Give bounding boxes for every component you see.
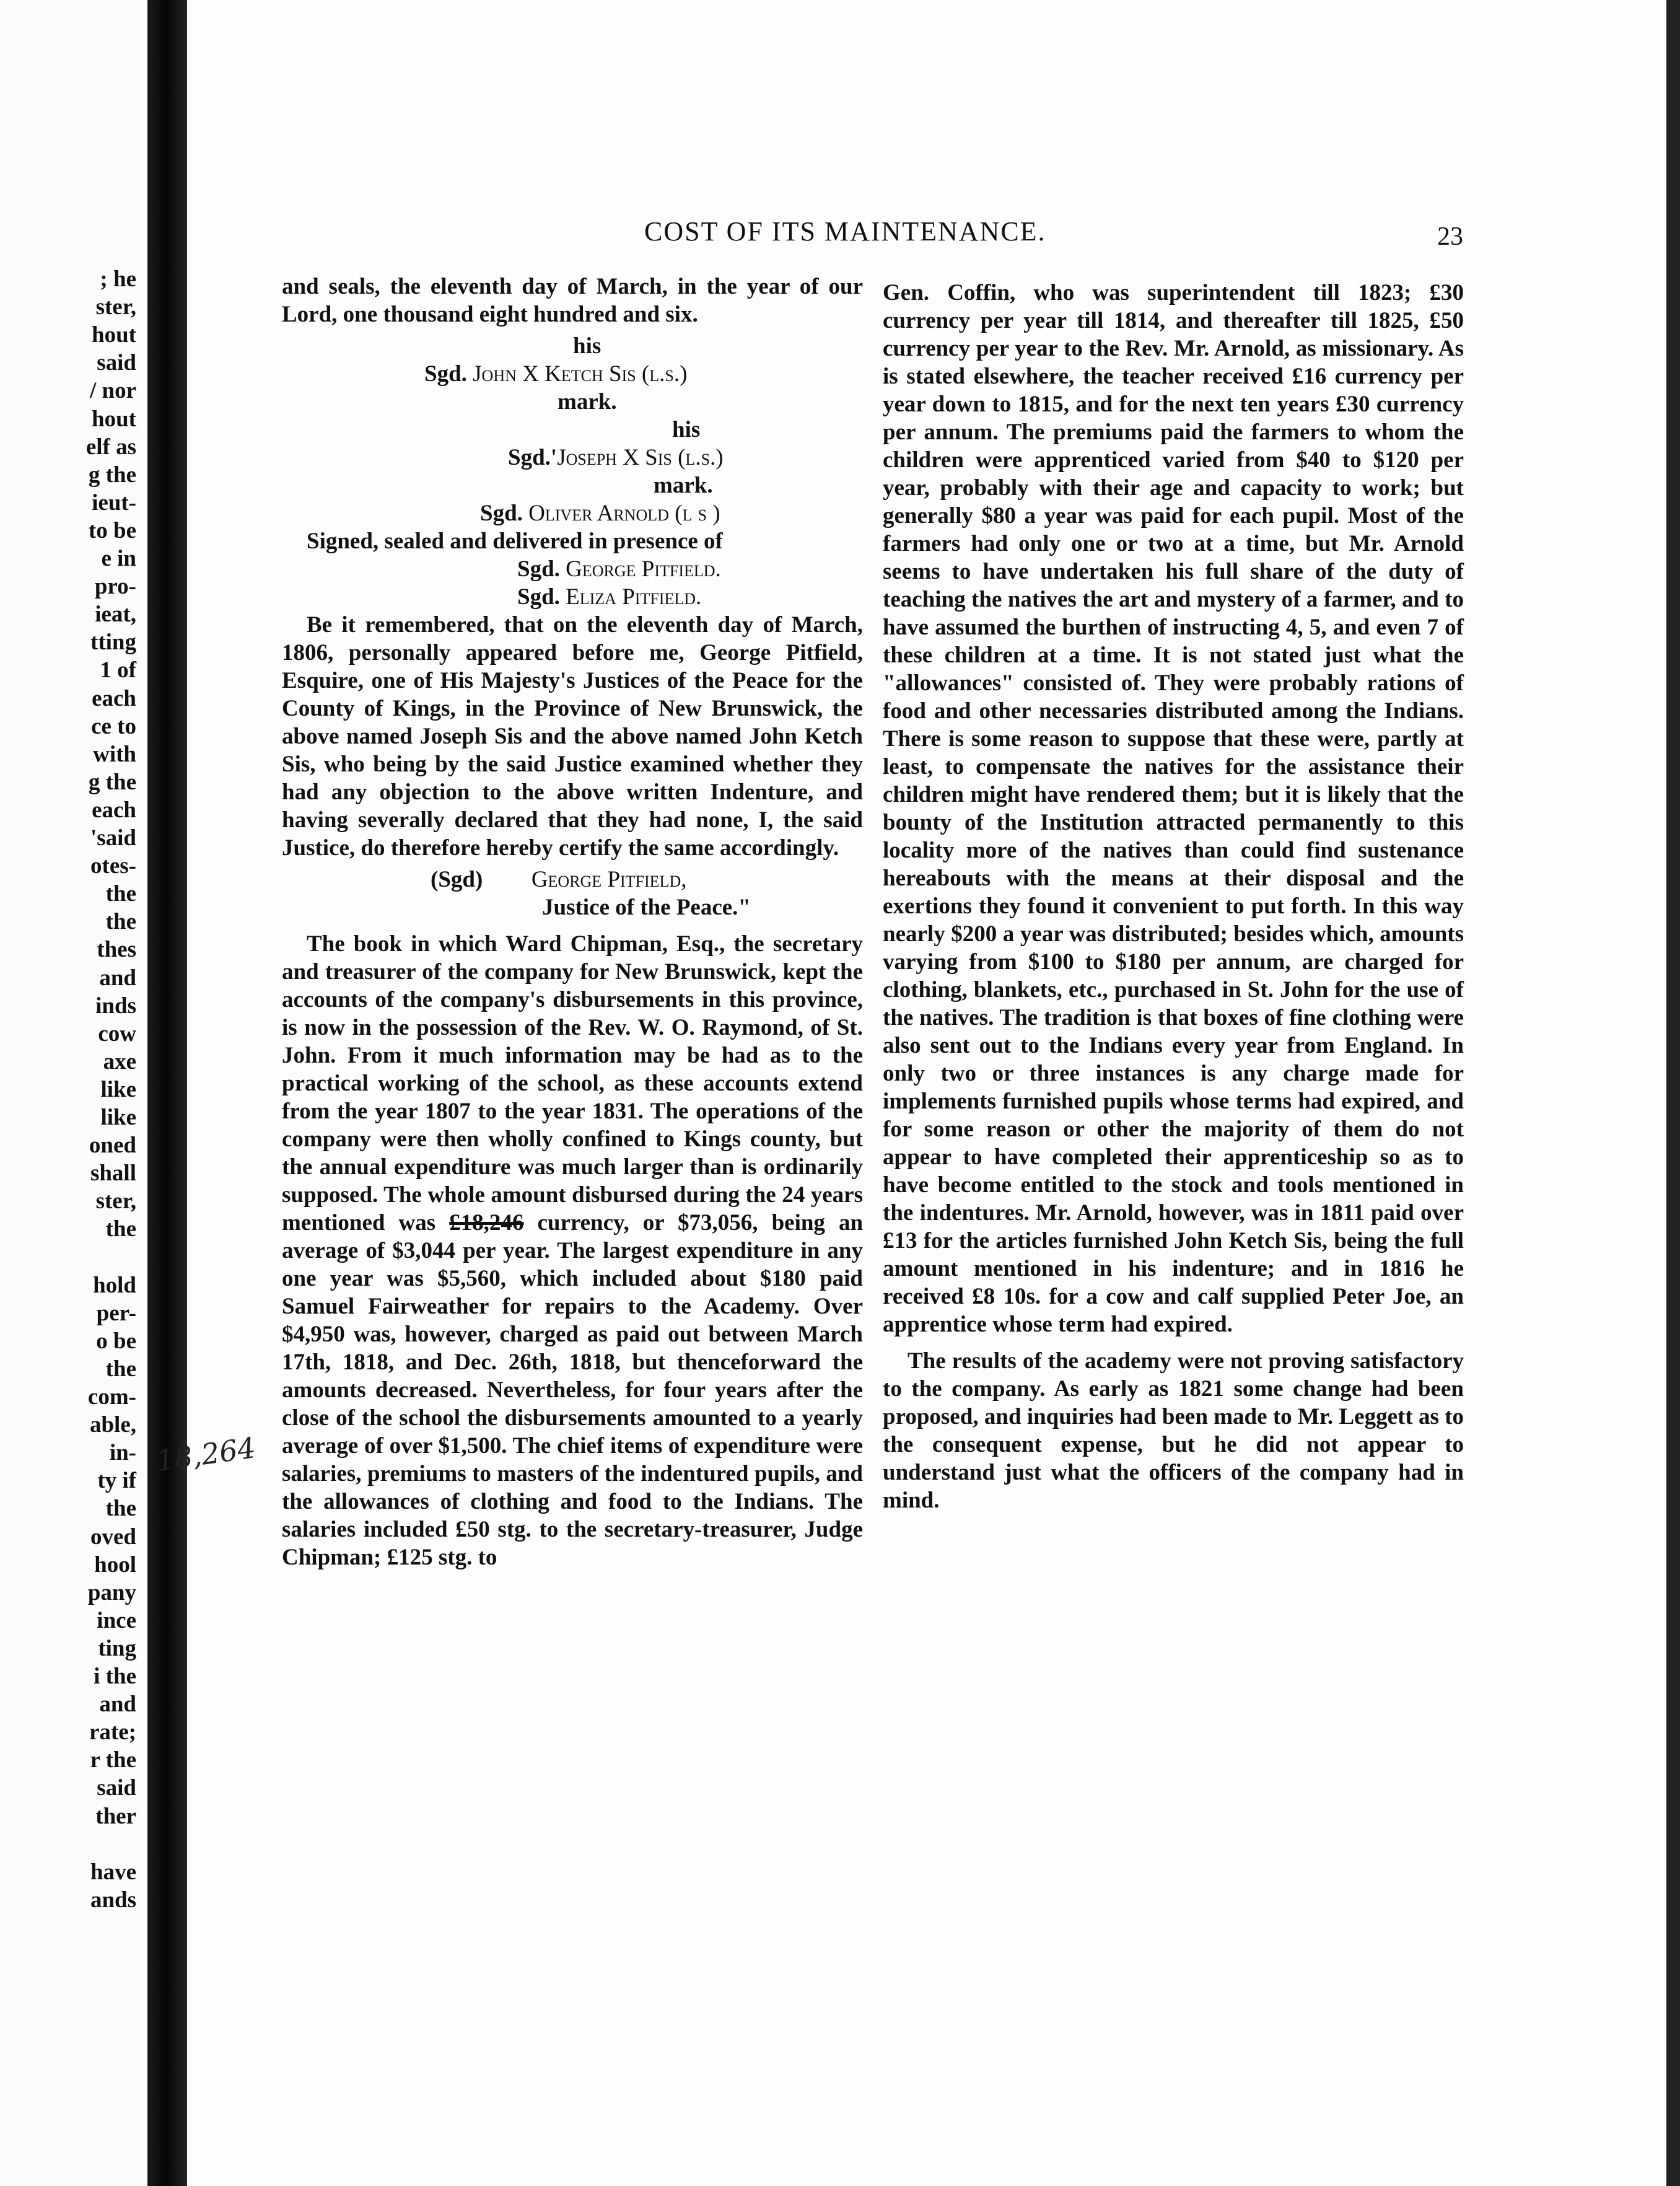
facing-page-fragment: ; he	[100, 266, 136, 292]
facing-page-fragment: 1 of	[100, 657, 136, 683]
facing-page-fragment: in-	[109, 1440, 136, 1466]
facing-page-fragment: hold	[93, 1272, 136, 1298]
witness-2: Sgd. Eliza Pitfield.	[517, 584, 702, 610]
facing-page-fragment: elf as	[85, 434, 136, 460]
sig1-his: his	[573, 333, 602, 359]
facing-page-fragment: said	[97, 350, 136, 376]
sig2-name: Joseph X Sis	[557, 445, 672, 470]
facing-page-fragment: pany	[87, 1579, 136, 1605]
left-column	[282, 273, 863, 1571]
signature-block-joseph	[282, 416, 863, 499]
facing-page-fragment: said	[97, 1775, 136, 1801]
facing-page-fragment: ce to	[91, 713, 136, 739]
facing-page-fragment: ieut-	[92, 489, 136, 516]
certification-paragraph: Be it remembered, that on the eleventh day of March, 1806, personally appeared before me, George Pitfield, Esquire, one of His Majesty's Justices of the Peace for the County of Kings, in the Province of New Brunswick, the above named Joseph Sis and the above named John Ketch Sis, who being by the said Justice examined whether they had any objection to the above written Indenture, and having severally declared that they had none, I, the said Justice, do therefore hereby certify the same accordingly.	[282, 612, 863, 861]
sig2-line: Sgd.'Joseph X Sis (l.s.)	[508, 445, 724, 470]
facing-page-fragment: hout	[92, 406, 136, 432]
facing-page-fragment: ster,	[95, 294, 136, 320]
sig2-mark: mark.	[654, 473, 713, 498]
facing-page-fragment: oved	[90, 1524, 136, 1550]
sig3-name: Oliver Arnold	[528, 501, 669, 526]
facing-page-fragment: o be	[96, 1328, 136, 1354]
facing-page-fragment: to be	[88, 517, 136, 543]
continuation-paragraph: Gen. Coffin, who was superintendent till 1823; £30 currency per year till 1814, and thereafter till 1825, £50 currency per year to the Rev. Mr. Arnold, as missionary. As is stated elsewhere, the teacher received £16 currency per year down to 1815, and for the next ten years £30 currency per annum. The premiums paid the farmers to whom the children were apprenticed varied from $40 to $120 per year, probably with their age and capacity to work; but generally $80 a year was paid for each pupil. Most of the farmers had only one or two at a time, but Mr. Arnold seems to have undertaken his full share of the duty of teaching the natives the art and mystery of a farmer, and to have assumed the burthen of instructing 4, 5, and even 7 of these children at a time. It is not stated just what the "allowances" consisted of. They were probably rations of food and other necessaries distributed among the Indians. There is some reason to suppose that these were, partly at least, to compensate the natives for the assistance their children might have rendered them; but it is likely that the bounty of the Institution attracted permanently to this locality more of the natives than could find sustenance hereabouts with the means at their disposal and the exertions they found it convenient to put forth. In this way nearly $200 a year was distributed; besides which, amounts varying from $100 to $180 per annum, are charged for clothing, blankets, etc., purchased in St. John for the use of the natives. The tradition is that boxes of fine clothing were also sent out to the Indians every year from England. In only two or three instances is any charge made for implements furnished pupils whose terms had expired, and for some reason or other the majority of them do not appear to have completed their apprenticeship so as to have become entitled to the stock and tools mentioned in the indentures. Mr. Arnold, however, was in 1811 paid over £13 for the articles furnished John Ketch Sis, being the full amount mentioned in his indenture; and in 1816 he received £8 10s. for a cow and calf supplied Peter Joe, an apprentice whose term had expired.	[883, 280, 1464, 1337]
sig2-his: his	[672, 417, 701, 442]
facing-page-fragment: like	[100, 1076, 136, 1102]
facing-page-fragment: tting	[90, 630, 136, 656]
facing-page-fragment: e in	[101, 546, 136, 571]
signed-sealed-line: Signed, sealed and delivered in presence of	[307, 529, 723, 554]
signature-block-ketch	[282, 332, 863, 416]
witness-1: Sgd. George Pitfield.	[517, 556, 721, 582]
facing-page-fragment: ands	[90, 1887, 136, 1913]
facing-page-fragment: the	[105, 1356, 136, 1382]
running-header: COST OF ITS MAINTENANCE.	[644, 216, 1046, 247]
facing-page-fragment: shall	[90, 1161, 136, 1187]
facing-page-fragment: axe	[103, 1048, 136, 1074]
facing-page-fragment: like	[100, 1105, 136, 1130]
facing-page-fragment: hool	[94, 1552, 136, 1578]
facing-page-fragment: and	[99, 965, 136, 991]
facing-page-fragment: per-	[96, 1300, 136, 1326]
facing-page-fragment: able,	[89, 1412, 136, 1438]
facing-page-fragment: and	[99, 1692, 136, 1718]
struck-amount: £18,246	[449, 1210, 524, 1236]
facing-page-fragment: each	[92, 685, 136, 711]
facing-page-fragment: g the	[88, 462, 136, 488]
facing-page-fragment: ster,	[95, 1188, 136, 1214]
page-number: 23	[1437, 222, 1463, 251]
facing-page-fragment: otes-	[90, 853, 136, 879]
facing-page-fragment: com-	[87, 1384, 136, 1410]
facing-page-fragment: hout	[92, 322, 136, 348]
facing-page-fragment: ince	[97, 1607, 136, 1633]
sig1-line: Sgd. John X Ketch Sis (l.s.)	[424, 361, 688, 387]
sig3-line: Sgd. Oliver Arnold (l s )	[480, 501, 720, 526]
facing-page-fragment: pro-	[94, 574, 136, 600]
facing-page-fragment: r the	[90, 1747, 136, 1773]
facing-page-fragment: with	[93, 741, 136, 767]
facing-page-fragment: the	[105, 1496, 136, 1522]
justice-title: Justice of the Peace."	[542, 895, 751, 920]
results-paragraph: The results of the academy were not proving satisfactory to the company. As early as 1821 some change had been proposed, and inquiries had been made to Mr. Leggett as to the consequent expense, but he did not appear to understand just what the officers of the company had in mind.	[883, 1348, 1464, 1513]
facing-page-fragment: ieat,	[95, 602, 136, 628]
handwritten-margin-note: 18,264	[154, 1431, 258, 1478]
closing-paragraph: and seals, the eleventh day of March, in the year of our Lord, one thousand eight hundred and six.	[282, 274, 863, 327]
sig1-name: John X Ketch Sis	[473, 361, 636, 387]
facing-page-fragment: i the	[94, 1664, 136, 1689]
facing-page-fragment: oned	[89, 1133, 136, 1159]
facing-page-fragment: ty if	[97, 1468, 136, 1494]
facing-page-fragment: g the	[88, 769, 136, 795]
book-gutter	[147, 0, 187, 2186]
facing-page-fragment: thes	[97, 937, 136, 963]
facing-page-fragment: the	[105, 1216, 136, 1242]
facing-page-fragment: the	[105, 909, 136, 935]
right-column	[883, 279, 1464, 1514]
facing-page-fragment: cow	[98, 1021, 136, 1047]
facing-page-fragment: 'said	[90, 825, 136, 851]
accounts-paragraph: The book in which Ward Chipman, Esq., the secretary and treasurer of the company for New Brunswick, kept the accounts of the company's disbursements in this province, is now in the possession of the Rev. W. O. Raymond, of St. John. From it much information may be had as to the practical working of the school, as these accounts extend from the year 1807 to the year 1831. The operations of the company were then wholly confined to Kings county, but the annual expenditure was much larger than is ordinarily supposed. The whole amount disbursed during the 24 years mentioned was £18,246 currency, or $73,056, being an average of $3,044 per year. The largest expenditure in any one year was $5,560, which included about $180 paid Samuel Fairweather for repairs to the Academy. Over $4,950 was, however, charged as paid out between March 17th, 1818, and Dec. 26th, 1818, but thenceforward the amounts decreased. Nevertheless, for four years after the close of the school the disbursements amounted to a yearly average of over $1,500. The chief items of expenditure were salaries, premiums to masters of the indentured pupils, and the allowances of clothing and food to the Indians. The salaries included £50 stg. to the secretary-treasurer, Judge Chipman; £125 stg. to	[282, 931, 864, 1570]
facing-page-fragment: rate;	[89, 1719, 136, 1745]
justice-signature: (Sgd) George Pitfield,	[431, 867, 687, 892]
facing-page-fragment: the	[105, 881, 136, 907]
facing-page-fragment: / nor	[89, 378, 136, 404]
facing-page-fragment: each	[92, 797, 136, 823]
sig1-mark: mark.	[558, 389, 617, 415]
facing-page-fragment: ting	[98, 1635, 136, 1661]
facing-page-fragment: have	[90, 1859, 136, 1885]
facing-page-fragment: ther	[95, 1803, 136, 1829]
facing-page-fragment: inds	[95, 993, 136, 1019]
